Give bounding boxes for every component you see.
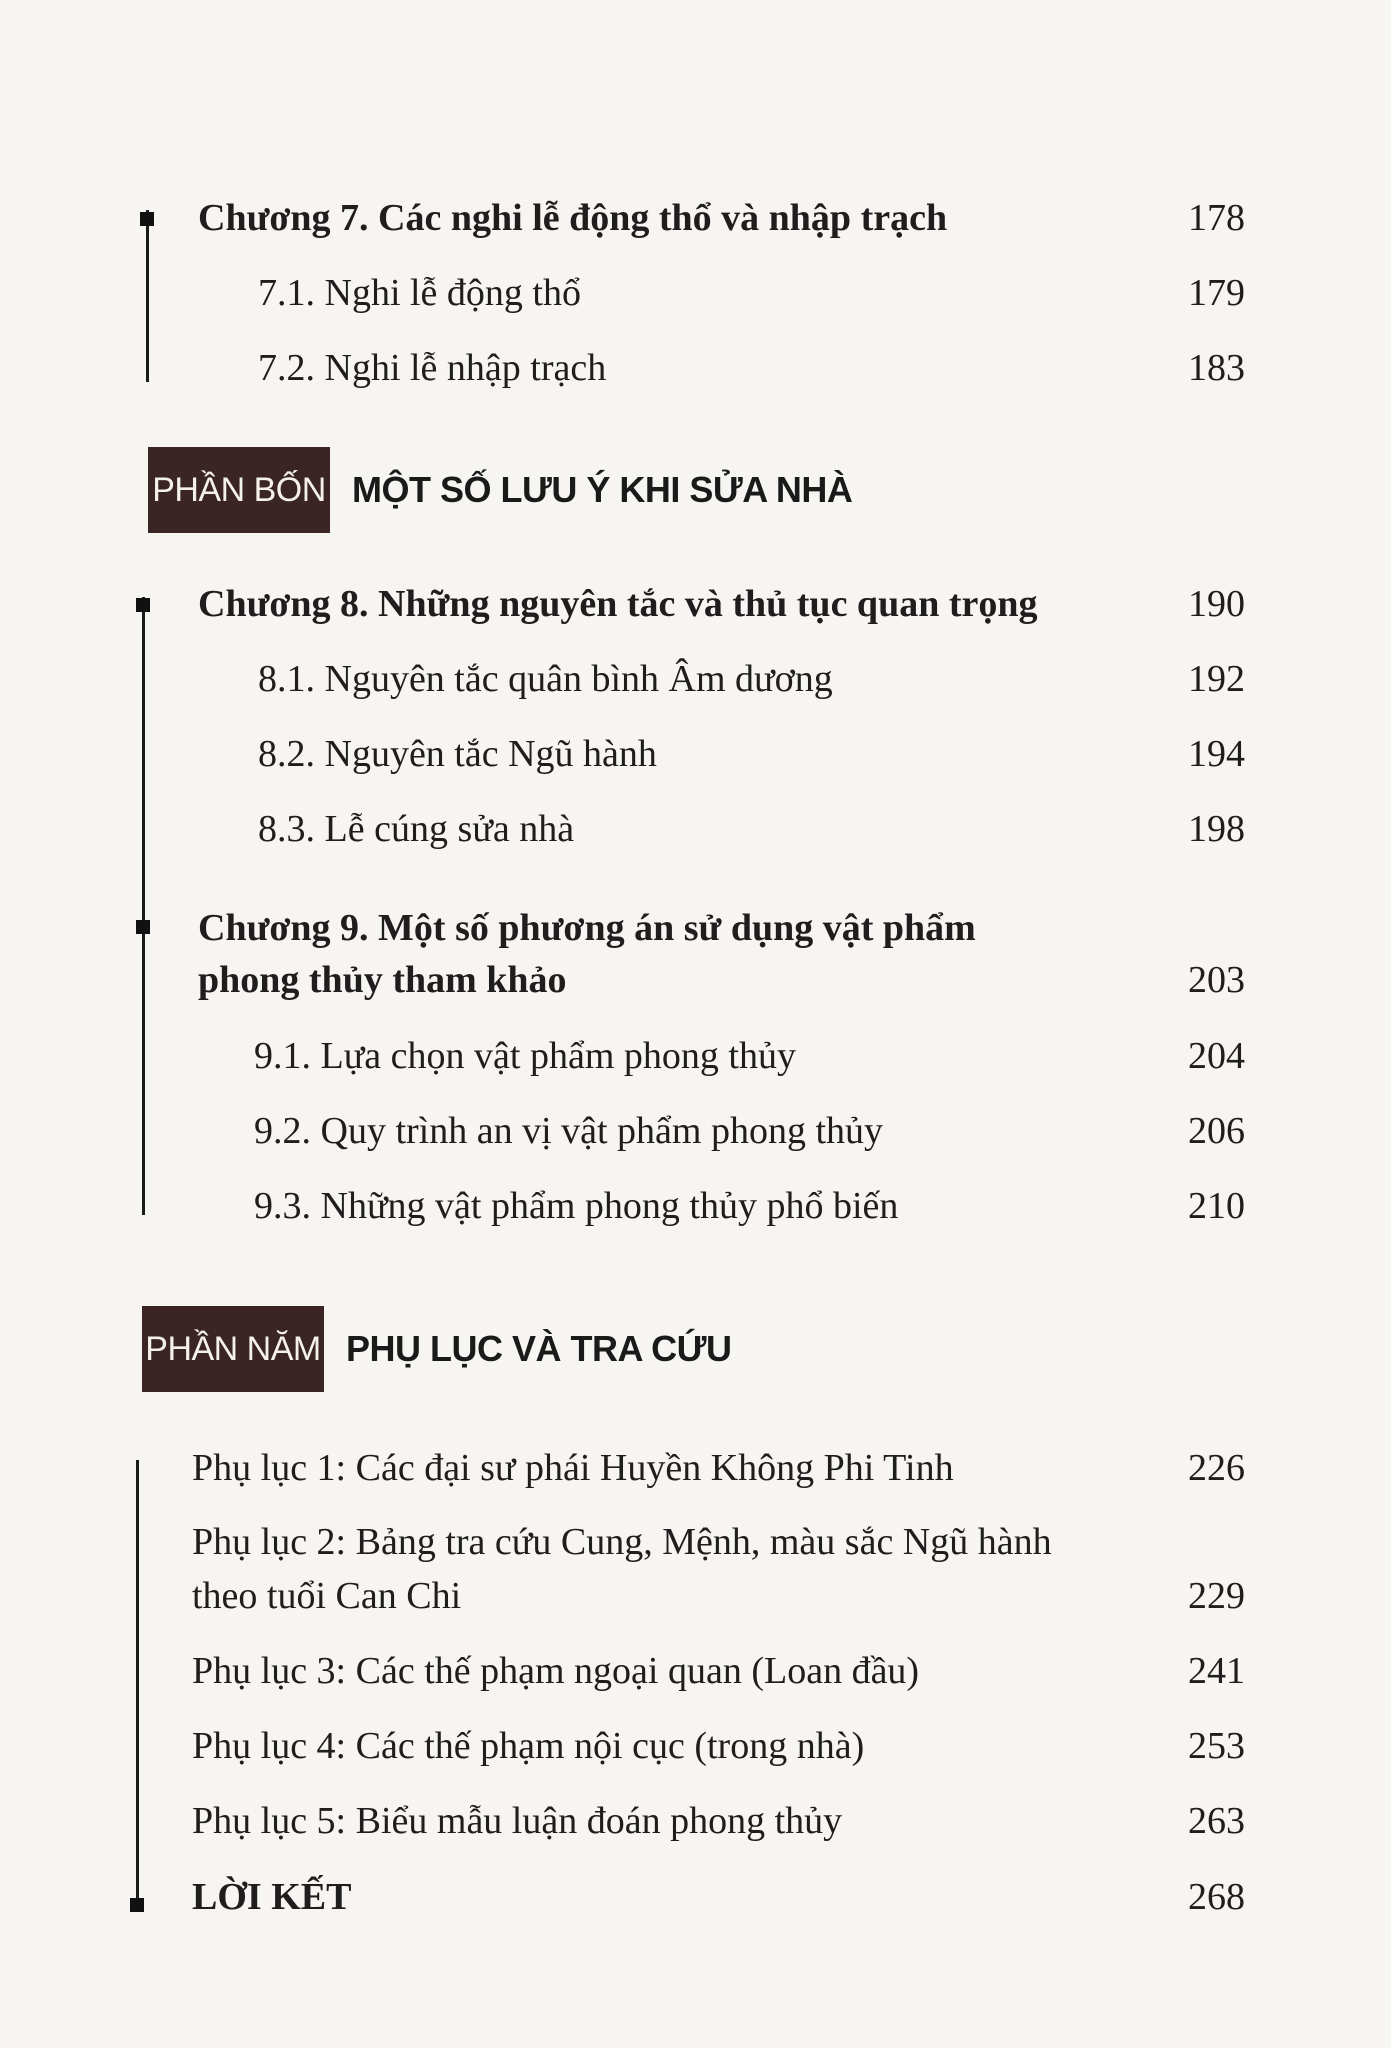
part5-header [0,1306,1391,1392]
section-9-1-page: 204 [1188,1035,1245,1077]
appendix-3-title: Phụ lục 3: Các thế phạm ngoại quan (Loan đầu) [192,1650,920,1692]
section-9-2-title: 9.2. Quy trình an vị vật phẩm phong thủy [254,1110,884,1152]
appendix-2-title-line1: Phụ lục 2: Bảng tra cứu Cung, Mệnh, màu sắc Ngũ hành [192,1521,1052,1563]
part4-label-box: PHẦN BỐN [148,447,330,533]
chapter7-bracket-line [146,210,149,382]
chapter8-title: Chương 8. Những nguyên tắc và thủ tục quan trọng [198,583,1038,625]
section-8-1-page: 192 [1188,658,1245,700]
chapter7-title: Chương 7. Các nghi lễ động thổ và nhập trạch [198,197,948,239]
part4-title: MỘT SỐ LƯU Ý KHI SỬA NHÀ [352,469,853,510]
closing-title: LỜI KẾT [192,1876,352,1918]
chapter8-9-bracket-line [142,597,145,1215]
chapter9-bullet [136,920,150,934]
part5-title: PHỤ LỤC VÀ TRA CỨU [346,1328,732,1369]
section-8-3-title: 8.3. Lễ cúng sửa nhà [258,808,575,850]
closing-bullet [130,1898,144,1912]
appendix-4-title: Phụ lục 4: Các thế phạm nội cục (trong nhà) [192,1725,865,1767]
section-8-2-page: 194 [1188,733,1245,775]
section-8-3-page: 198 [1188,808,1245,850]
appendix-1-title: Phụ lục 1: Các đại sư phái Huyền Không Phi Tinh [192,1447,954,1489]
section-9-1-title: 9.1. Lựa chọn vật phẩm phong thủy [254,1035,796,1077]
section-8-1-title: 8.1. Nguyên tắc quân bình Âm dương [258,658,833,700]
chapter9-title-line2: phong thủy tham khảo [198,959,567,1001]
appendix-5-title: Phụ lục 5: Biểu mẫu luận đoán phong thủy [192,1800,843,1842]
chapter7-bullet [140,212,154,226]
chapter9-page: 203 [1188,959,1245,1001]
chapter7-page: 178 [1188,197,1245,239]
appendix-2-page: 229 [1188,1575,1245,1617]
part4-header [0,447,1391,533]
chapter8-bullet [136,598,150,612]
appendix-5-page: 263 [1188,1800,1245,1842]
appendix-1-page: 226 [1188,1447,1245,1489]
appendix-3-page: 241 [1188,1650,1245,1692]
appendix-4-page: 253 [1188,1725,1245,1767]
section-9-3-page: 210 [1188,1185,1245,1227]
section-8-2-title: 8.2. Nguyên tắc Ngũ hành [258,733,657,775]
section-7-2-page: 183 [1188,347,1245,389]
section-9-2-page: 206 [1188,1110,1245,1152]
section-9-3-title: 9.3. Những vật phẩm phong thủy phổ biến [254,1185,899,1227]
chapter8-page: 190 [1188,583,1245,625]
section-7-2-title: 7.2. Nghi lễ nhập trạch [258,347,607,389]
section-7-1-title: 7.1. Nghi lễ động thổ [258,272,581,314]
section-7-1-page: 179 [1188,272,1245,314]
appendix-2-title-line2: theo tuổi Can Chi [192,1575,462,1617]
closing-page: 268 [1188,1876,1245,1918]
part5-label-box: PHẦN NĂM [142,1306,324,1392]
chapter9-title-line1: Chương 9. Một số phương án sử dụng vật phẩm [198,907,976,949]
appendix-bracket-line [136,1460,139,1910]
